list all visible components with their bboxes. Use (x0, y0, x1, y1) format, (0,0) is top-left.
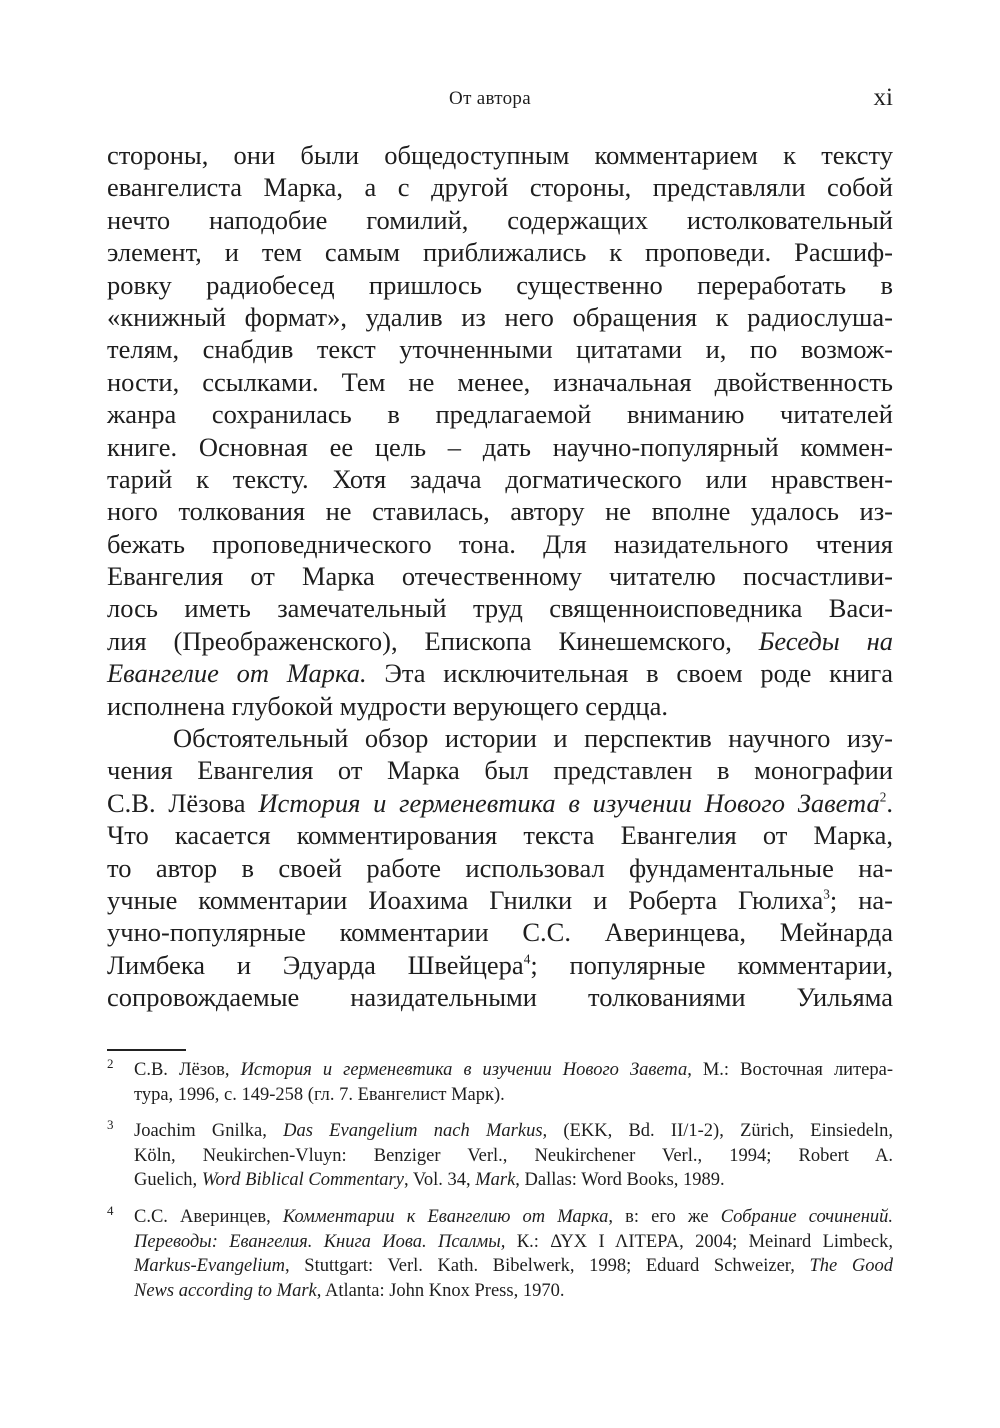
text-line (107, 884, 893, 916)
text-line (107, 463, 893, 495)
text-line (107, 204, 893, 236)
text-run: . (886, 787, 893, 818)
footnote (107, 1202, 894, 1303)
text-run: , Vol. 34, (403, 1170, 476, 1191)
body-text (107, 139, 893, 1014)
text-line (107, 333, 893, 365)
italic-title: Переводы: Евангелия. Книга Иова. Псалмы, (134, 1231, 506, 1252)
text-run: , Dallas: Word Books, 1989. (515, 1170, 725, 1191)
text-run: (EKK, Bd. II/1-2), Zürich, Einsiedeln, (547, 1121, 893, 1142)
text-line (107, 495, 893, 527)
italic-title: История и герменевтика в изучении Нового Завета (240, 1060, 688, 1080)
italic-title: Собрание сочинений. (720, 1206, 894, 1227)
italic-title: Markus-Evangelium (134, 1256, 286, 1277)
text-line (107, 398, 893, 430)
text-line (107, 787, 893, 819)
text-run: «книжный формат», удалив из него обращения к радиослуша- (107, 301, 893, 332)
text-run: Joachim Gnilka, (134, 1121, 284, 1142)
footnote-line (134, 1205, 893, 1230)
text-run: ровку радиобесед пришлось существенно переработать в (107, 269, 893, 300)
text-run: чения Евангелия от Марка был представлен в монографии (107, 755, 893, 786)
text-run: тура, 1996, с. 149-258 (гл. 7. Евангелист Марк). (134, 1084, 505, 1105)
text-run: , Stuttgart: Verl. Kath. Bibelwerk, 1998; Eduard Schweizer, (285, 1256, 810, 1277)
footnote-line (134, 1083, 893, 1108)
text-line (107, 949, 893, 981)
text-run: Эта исключительная в своем роде книга (366, 658, 893, 689)
text-run: , в: его же (608, 1206, 721, 1227)
footnote-ref: 4 (523, 951, 531, 967)
text-run: ности, ссылками. Тем не менее, изначальная двойственность (107, 366, 893, 397)
italic-title: Word Biblical Commentary (201, 1170, 404, 1191)
text-line (107, 269, 893, 301)
text-line (107, 981, 893, 1013)
footnotes (107, 1058, 893, 1315)
text-run: нечто наподобие гомилий, содержащих истолковательный (107, 204, 893, 235)
text-run: К.: ΔΥΧ Ι ΛΙΤΕΡΑ, 2004; Meinard Limbeck, (505, 1231, 893, 1252)
footnote-number: 2 (107, 1056, 114, 1071)
text-line (107, 301, 893, 333)
text-line (107, 625, 893, 657)
text-run: то автор в своей работе использовал фундаментальные на- (107, 852, 893, 883)
text-line (107, 366, 893, 398)
running-header-title: От автора (449, 88, 531, 109)
footnote-line (134, 1230, 893, 1255)
text-run: лось иметь замечательный труд священноисповедника Васи- (107, 593, 893, 624)
text-line (107, 690, 893, 722)
page-number: xi (873, 84, 893, 111)
footnote-ref: 2 (879, 789, 887, 805)
footnote-line (134, 1254, 893, 1279)
text-line (107, 916, 893, 948)
text-line (107, 528, 893, 560)
text-run: Что касается комментирования текста Евангелия от Марка, (107, 820, 893, 851)
footnote (107, 1058, 893, 1107)
text-run: учные комментарии Иоахима Гнилки и Роберта Гюлиха (107, 884, 824, 915)
footnote-line (134, 1279, 893, 1304)
text-run: ; популярные комментарии, (530, 949, 893, 980)
footnote-line (134, 1058, 893, 1083)
text-run: С.С. Аверинцев, (134, 1206, 283, 1227)
text-run: Guelich, (134, 1170, 202, 1191)
text-run: лия (Преображенского), Епископа Кинешемского, (107, 625, 759, 656)
text-line (107, 236, 893, 268)
text-run: Обстоятельный обзор истории и перспектив научного изу- (173, 723, 893, 754)
text-run: Евангелия от Марка отечественному читателю посчастливи- (107, 561, 893, 592)
footnote-line (134, 1168, 893, 1193)
footnote-number: 3 (107, 1117, 114, 1133)
italic-title: Das Evangelium nach Markus, (283, 1121, 548, 1142)
text-run: , М.: Восточная литера- (687, 1060, 893, 1080)
italic-title: Беседы на (758, 625, 893, 656)
italic-title: Mark (475, 1170, 516, 1191)
text-run: ного толкования не ставилась, автору не вполне удалось из- (107, 496, 893, 527)
text-line (107, 722, 893, 754)
text-run: , Atlanta: John Knox Press, 1970. (316, 1280, 565, 1301)
text-run: стороны, они были общедоступным комментарием к тексту (107, 140, 893, 170)
footnote-rule (107, 1049, 186, 1051)
text-run: исполнена глубокой мудрости верующего сердца. (107, 690, 668, 721)
text-line (107, 754, 893, 786)
text-run: сопровождаемые назидательными толкованиями Уильяма (107, 982, 893, 1013)
text-run: ; на- (829, 884, 893, 915)
footnote (107, 1119, 893, 1193)
text-run: Лимбека и Эдуарда Швейцера (107, 949, 524, 980)
footnote-line (134, 1144, 893, 1169)
text-line (107, 560, 893, 592)
text-line (107, 592, 893, 624)
footnote-line (134, 1119, 893, 1144)
footnote-number: 4 (107, 1202, 114, 1218)
text-line (107, 819, 893, 851)
text-run: элемент, и тем самым приближались к проповеди. Расшиф- (107, 237, 893, 268)
italic-title: The Good (809, 1256, 893, 1277)
text-run: жанра сохранилась в предлагаемой вниманию читателей (107, 399, 893, 430)
text-run: С.В. Лёзов, (134, 1060, 241, 1080)
text-run: телям, снабдив текст уточненными цитатами и, по возмож- (107, 334, 893, 365)
italic-title: История и герменевтика в изучении Нового Завета (258, 787, 880, 818)
text-run: тарий к тексту. Хотя задача догматического или нравствен- (107, 463, 893, 494)
italic-title: Евангелие от Марка. (107, 658, 367, 689)
text-run: евангелиста Марка, а с другой стороны, представляли собой (107, 172, 893, 203)
text-line (107, 657, 893, 689)
italic-title: News according to Mark (134, 1280, 317, 1301)
text-line (107, 431, 893, 463)
italic-title: Комментарии к Евангелию от Марка (282, 1206, 609, 1227)
text-run: книге. Основная ее цель – дать научно-популярный коммен- (107, 431, 893, 462)
footnote-ref: 3 (823, 886, 830, 902)
text-line (107, 171, 893, 203)
text-run: бежать проповеднического тона. Для назидательного чтения (107, 528, 893, 559)
text-run: учно-популярные комментарии С.С. Аверинцева, Мейнарда (107, 917, 893, 948)
text-line (107, 139, 893, 171)
text-run: Köln, Neukirchen-Vluyn: Benziger Verl., Neukirchener Verl., 1994; Robert A. (134, 1145, 893, 1166)
text-line (107, 852, 893, 884)
text-run: С.В. Лёзова (107, 787, 259, 818)
